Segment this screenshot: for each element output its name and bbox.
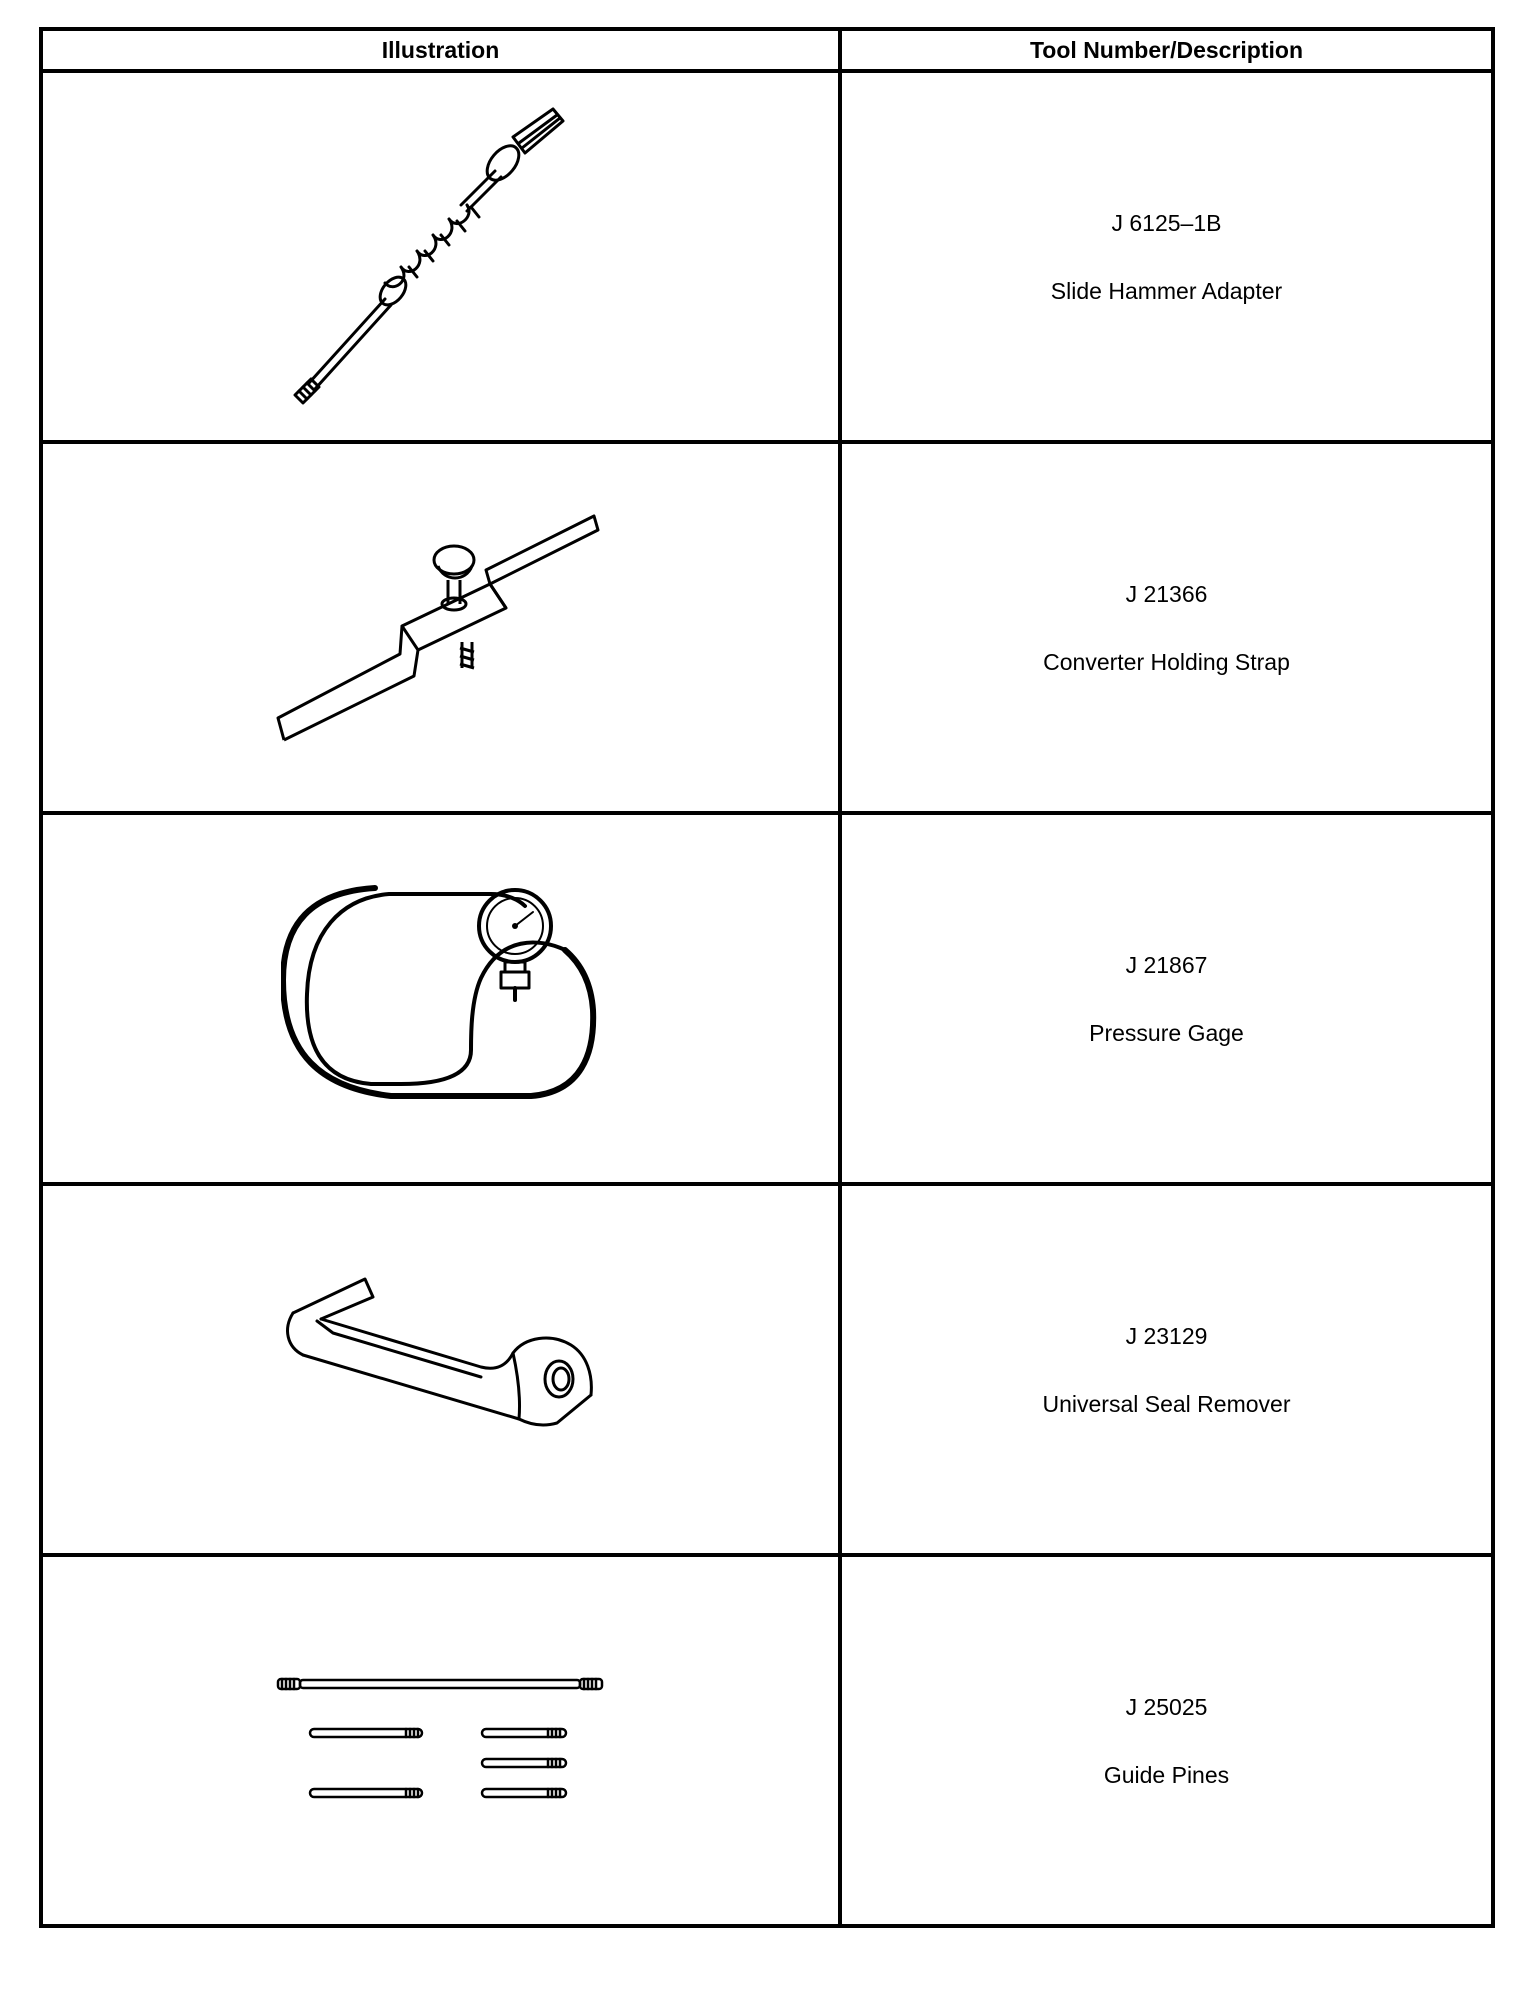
tool-description: Universal Seal Remover — [1042, 1390, 1291, 1417]
tool-description: Guide Pines — [1103, 1761, 1230, 1788]
guide-pins-illustration — [276, 1671, 606, 1811]
table-row — [41, 442, 1493, 813]
table-header-row — [41, 29, 1493, 71]
table-row — [41, 71, 1493, 442]
tool-info-cell — [840, 442, 1493, 813]
tool-number: J 6125–1B — [1111, 209, 1222, 236]
tool-info-cell — [840, 813, 1493, 1184]
tool-number: J 21867 — [1125, 951, 1208, 978]
tool-number: J 23129 — [1125, 1322, 1208, 1349]
converter-holding-strap-illustration — [276, 508, 606, 748]
tool-info-cell — [840, 71, 1493, 442]
illustration-cell — [41, 71, 840, 442]
header-tool-number-description: Tool Number/Description — [840, 29, 1493, 71]
illustration-cell — [41, 1184, 840, 1555]
universal-seal-remover-illustration — [281, 1275, 601, 1465]
tool-description: Converter Holding Strap — [1043, 648, 1290, 675]
header-illustration: Illustration — [41, 29, 840, 71]
tool-number: J 25025 — [1125, 1693, 1208, 1720]
tool-description: Slide Hammer Adapter — [1050, 277, 1283, 304]
table-row — [41, 1184, 1493, 1555]
tool-info-cell — [840, 1555, 1493, 1926]
tool-description: Pressure Gage — [1089, 1019, 1244, 1046]
special-tools-table — [39, 27, 1495, 1928]
tool-info-cell — [840, 1184, 1493, 1555]
illustration-cell — [41, 442, 840, 813]
table-row — [41, 813, 1493, 1184]
tool-number: J 21366 — [1125, 580, 1208, 607]
illustration-cell — [41, 1555, 840, 1926]
slide-hammer-adapter-illustration — [281, 107, 601, 407]
table-row — [41, 1555, 1493, 1926]
pressure-gage-illustration — [281, 884, 601, 1114]
illustration-cell — [41, 813, 840, 1184]
